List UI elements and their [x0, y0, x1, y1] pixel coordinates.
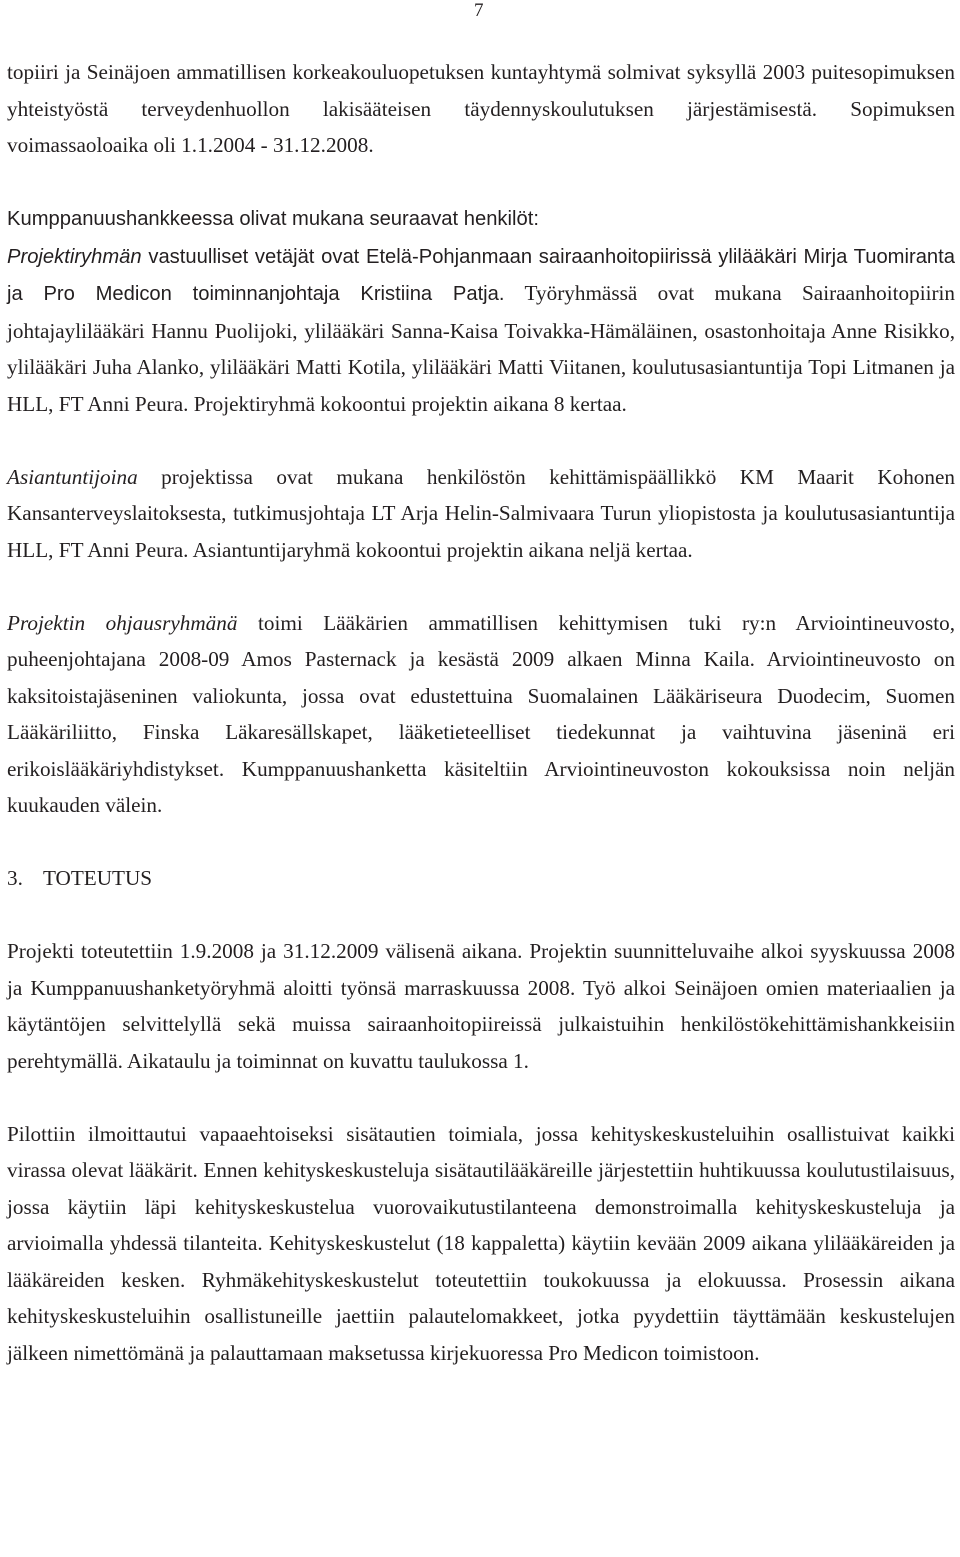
paragraph-project-members	[7, 200, 955, 422]
steering-group-text: toimi Lääkärien ammatillisen kehittymisen tuki ry:n Arviointineuvosto, puheenjohtajana 2008-09 Amos Pasternack ja kesästä 2009 alkaen Minna Kaila. Arviointineuvosto on kaksitoistajäseninen valiokunta, jossa ovat edustettuina Suomalainen Lääkäriseura Duodecim, Suomen Lääkäriliitto, Finska Läkaresällskapet, lääketieteelliset tiedekunnat ja vaihtuvina jäseninä eri erikoislääkäriyhdistykset. Kumppanuushanketta käsiteltiin Arviointineuvoston kokouksissa noin neljän kuukauden välein.	[7, 610, 955, 817]
paragraph-pilot: Pilottiin ilmoittautui vapaaehtoiseksi sisätautien toimiala, jossa kehityskeskusteluihin osallistuivat kaikki virassa olevat lääkärit. Ennen kehityskeskusteluja sisätautilääkäreille järjestettiin huhtikuussa koulutustilaisuus, jossa käytiin läpi kehityskeskustelua vuorovaikutustilanteena demonstroimalla kehityskeskusteluja ja arvioimalla yhdessä tilanteita. Kehityskeskustelut (18 kappaletta) käytiin kevään 2009 aikana ylilääkäreiden ja lääkäreiden kesken. Ryhmäkehityskeskustelut toteutettiin toukokuussa ja elokuussa. Prosessin aikana kehityskeskusteluihin osallistuneille jaettiin palautelomakkeet, jotka pyydettiin täyttämään keskustelujen jälkeen nimettömänä ja palauttamaan maksetussa kirjekuoressa Pro Medicon toimistoon.	[7, 1121, 955, 1365]
page-number: 7	[474, 0, 484, 21]
experts-term: Asiantuntijoina	[7, 464, 138, 489]
document-body	[7, 54, 955, 1371]
working-group-text: Työryhmässä ovat mukana Sairaanhoitopiirin johtajaylilääkäri Hannu Puolijoki, ylilääkäri Sanna-Kaisa Toivakka-Hämäläinen, osastonhoitaja Anne Risikko, ylilääkäri Juha Alanko, ylilääkäri Matti Kotila, ylilääkäri Matti Viitanen, koulutusasiantuntija Topi Litmanen ja HLL, FT Anni Peura. Projektiryhmä kokoontui projektin aikana 8 kertaa.	[7, 281, 956, 416]
section-title: TOTEUTUS	[43, 866, 153, 890]
steering-group-term: Projektin ohjausryhmänä	[7, 610, 238, 635]
members-intro: Kumppanuushankkeessa olivat mukana seuraavat henkilöt:	[7, 208, 539, 230]
experts-text: projektissa ovat mukana henkilöstön kehittämispäällikkö KM Maarit Kohonen Kansanterveyslaitoksesta, tutkimusjohtaja LT Arja Helin-Salmivaara Turun yliopistosta ja koulutusasiantuntija HLL, FT Anni Peura. Asiantuntijaryhmä kokoontui projektin aikana neljä kertaa.	[7, 464, 955, 562]
paragraph-experts	[7, 459, 955, 569]
paragraph-implementation: Projekti toteutettiin 1.9.2008 ja 31.12.2009 välisenä aikana. Projektin suunnitteluvaihe alkoi syyskuussa 2008 ja Kumppanuushanketyöryhmä aloitti työnsä marraskuussa 2008. Työ alkoi Seinäjoen omien materiaalien ja käytäntöjen selvittelyllä sekä muissa sairaanhoitopiireissä julkaistuihin henkilöstökehittämishankkeisiin perehtymällä. Aikataulu ja toiminnat on kuvattu taulukossa 1.	[7, 939, 955, 1073]
section-number: 3.	[7, 866, 23, 890]
paragraph-partnership-agreement: topiiri ja Seinäjoen ammatillisen korkeakouluopetuksen kuntayhtymä solmivat syksyllä 2003 puitesopimuksen yhteistyöstä terveydenhuollon lakisääteisen täydennyskoulutuksen järjestämisestä. Sopimuksen voimassaoloaika oli 1.1.2004 - 31.12.2008.	[7, 60, 955, 157]
section-heading	[7, 860, 955, 897]
project-group-term: Projektiryhmän	[7, 245, 142, 268]
project-leaders-text: vastuulliset vetäjät ovat Etelä-Pohjanmaan sairaanhoitopiirissä ylilääkäri Mirja Tuomiranta ja Pro Medicon toiminnanjohtaja Kristiina Patja.	[7, 245, 955, 305]
paragraph-steering-group	[7, 605, 955, 824]
